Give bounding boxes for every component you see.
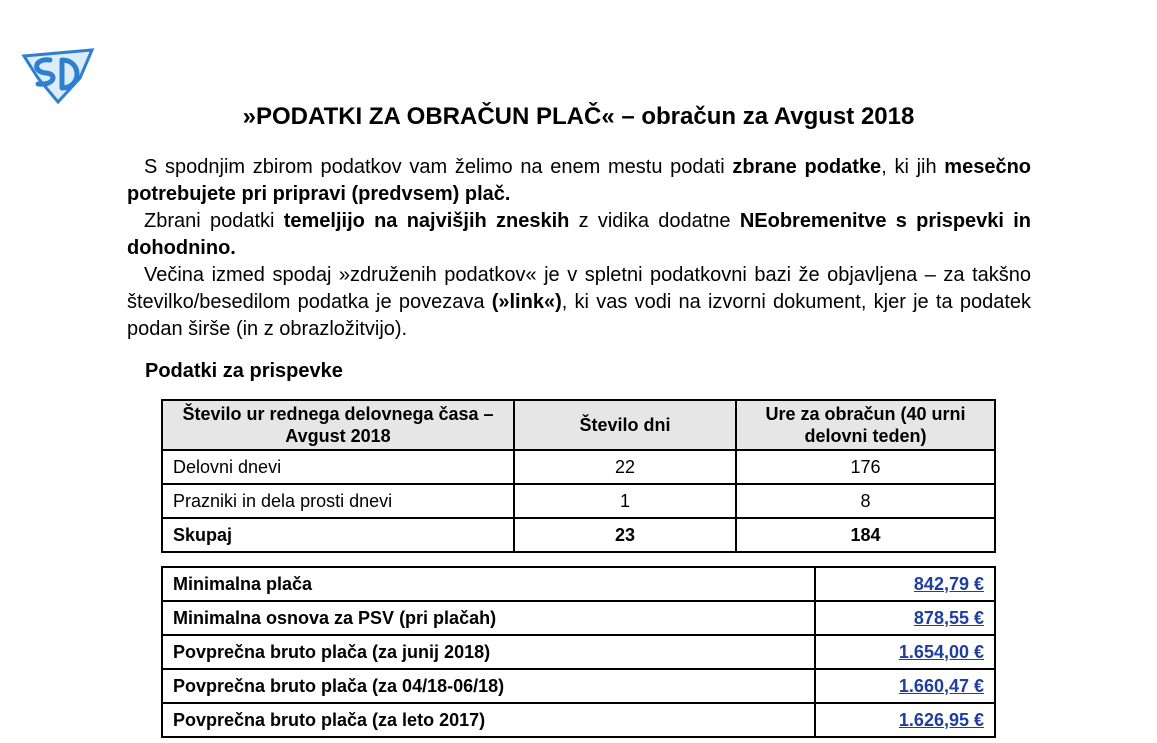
wage-values-table — [161, 566, 996, 738]
table-row — [162, 450, 995, 484]
table-row — [162, 703, 995, 737]
col-header-days: Število dni — [514, 400, 736, 450]
intro-paragraph-2 — [127, 208, 1031, 262]
row-label: Skupaj — [162, 518, 514, 552]
row-hours: 8 — [736, 484, 995, 518]
row-days: 22 — [514, 450, 736, 484]
value-link[interactable]: 1.626,95 € — [898, 709, 984, 730]
row-days: 1 — [514, 484, 736, 518]
value-label: Povprečna bruto plača (za junij 2018) — [162, 635, 815, 669]
page-title: »PODATKI ZA OBRAČUN PLAČ« – obračun za Avgust 2018 — [242, 103, 915, 130]
row-label: Delovni dnevi — [162, 450, 514, 484]
row-hours: 184 — [736, 518, 995, 552]
intro-text-segment: (»link«) — [491, 291, 562, 313]
col-header-calc-hours: Ure za obračun (40 urni delovni teden) — [736, 400, 995, 450]
company-logo — [20, 48, 96, 104]
table-row — [162, 484, 995, 518]
working-hours-table — [161, 399, 996, 553]
intro-text-segment: , ki vas vodi na izvorni dokument, kjer je ta podatek podan širše (in z obrazložitvijo). — [127, 291, 1031, 340]
intro-text-segment: Večina izmed spodaj »združenih podatkov« je v spletni podatkovni bazi že objavljena – za takšno številko/besedilom podatka je povezava — [127, 264, 1031, 313]
table-row — [162, 669, 995, 703]
table-total-row — [162, 518, 995, 552]
value-label: Povprečna bruto plača (za 04/18-06/18) — [162, 669, 815, 703]
section-title: Podatki za prispevke — [145, 360, 343, 382]
intro-text-segment: S spodnjim zbirom podatkov vam želimo na enem mestu podati — [144, 156, 733, 178]
intro-text-segment: , ki jih — [881, 156, 945, 178]
intro-text-segment: z vidika dodatne — [569, 210, 740, 232]
intro-text — [127, 154, 1031, 343]
intro-text-segment: Zbrani podatki — [144, 210, 284, 232]
intro-text-segment: NEobremenitve s prispevki in dohodnino. — [127, 210, 1032, 259]
value-link[interactable]: 1.660,47 € — [898, 675, 984, 696]
value-label: Minimalna osnova za PSV (pri plačah) — [162, 601, 815, 635]
value-link[interactable]: 878,55 € — [913, 607, 984, 628]
intro-paragraph-3 — [127, 262, 1031, 343]
value-link[interactable]: 1.654,00 € — [898, 641, 984, 662]
row-days: 23 — [514, 518, 736, 552]
table-header-row — [162, 400, 995, 450]
table-row — [162, 601, 995, 635]
table-row — [162, 635, 995, 669]
value-link[interactable]: 842,79 € — [913, 573, 984, 594]
table-row — [162, 567, 995, 601]
intro-text-segment: temeljijo na najvišjih zneskih — [283, 210, 570, 232]
intro-text-segment: mesečno potrebujete pri pripravi (predvsem) plač. — [127, 156, 1032, 205]
row-hours: 176 — [736, 450, 995, 484]
intro-paragraph-1 — [127, 154, 1031, 208]
value-label: Minimalna plača — [162, 567, 815, 601]
col-header-hours: Število ur rednega delovnega časa – Avgust 2018 — [162, 400, 514, 450]
intro-text-segment: zbrane podatke — [732, 156, 882, 178]
row-label: Prazniki in dela prosti dnevi — [162, 484, 514, 518]
value-label: Povprečna bruto plača (za leto 2017) — [162, 703, 815, 737]
